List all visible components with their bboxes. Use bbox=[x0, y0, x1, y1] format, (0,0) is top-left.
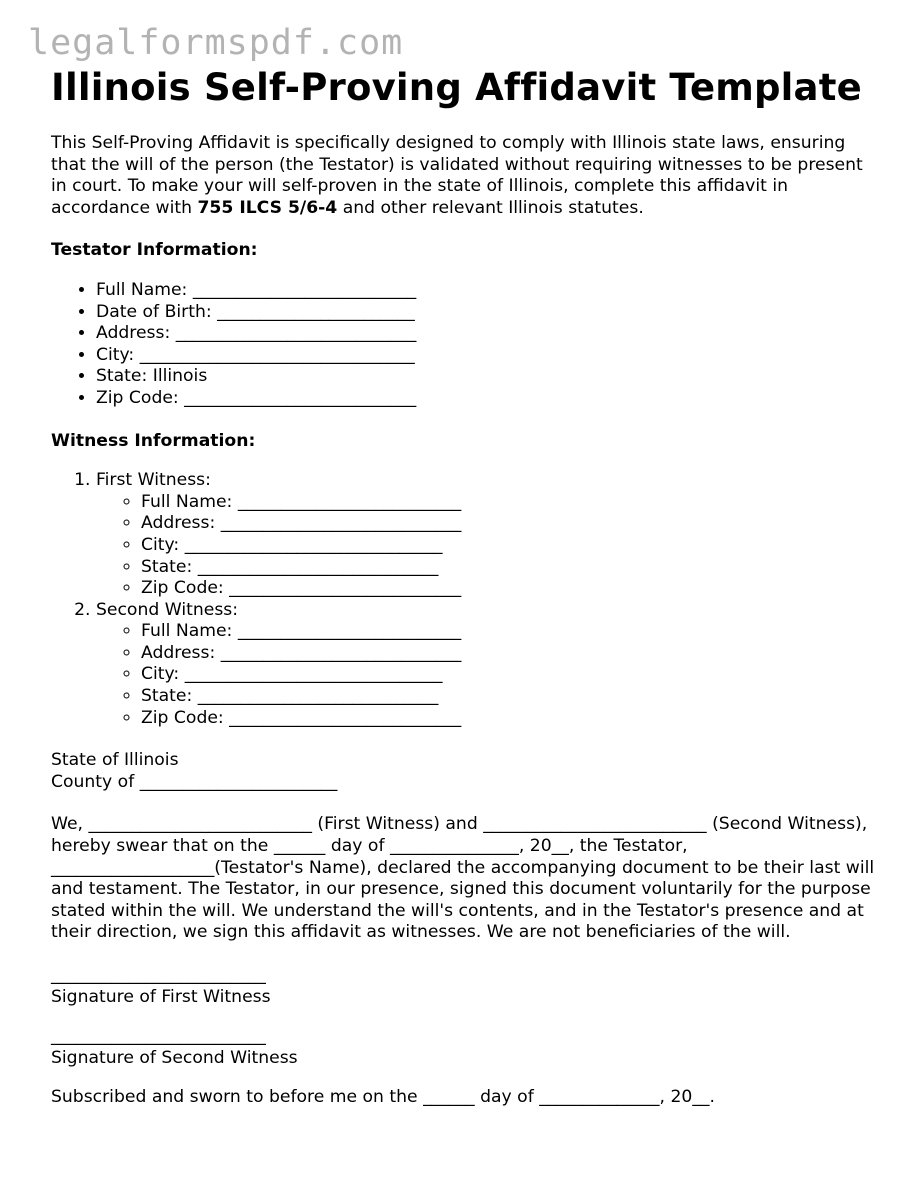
second-witness-item bbox=[96, 600, 881, 730]
first-witness-item bbox=[96, 470, 881, 600]
second-witness-full-name-field: ◦ Full Name: __________________________ bbox=[141, 621, 881, 643]
first-witness-address-field: ◦ Address: ____________________________ bbox=[141, 513, 881, 535]
first-witness-signature bbox=[51, 965, 881, 1008]
first-witness-state-field: ◦ State: ____________________________ bbox=[141, 557, 881, 579]
page-title: Illinois Self-Proving Affidavit Template bbox=[51, 66, 862, 109]
first-witness-label: First Witness: bbox=[96, 470, 211, 491]
testator-full-name-field: • Full Name: __________________________ bbox=[96, 280, 881, 302]
witness-heading: Witness Information: bbox=[51, 430, 256, 451]
signature-line: _________________________ bbox=[51, 965, 266, 985]
second-witness-state-field: ◦ State: ____________________________ bbox=[141, 686, 881, 708]
first-witness-zip-field: ◦ Zip Code: ___________________________ bbox=[141, 578, 881, 600]
testator-dob-field: • Date of Birth: _______________________ bbox=[96, 302, 881, 324]
signature-label: Signature of First Witness bbox=[51, 986, 271, 1007]
venue-county-field: County of _______________________ bbox=[51, 771, 338, 792]
first-witness-full-name-field: ◦ Full Name: __________________________ bbox=[141, 492, 881, 514]
intro-text-before: This Self-Proving Affidavit is specifically designed to comply with Illinois state laws, ensuring that the will of the person (the Testator) is validated without requiring witnesses to be present in court. To make your will self-proven in the state of Illinois, complete this affidavit in accordance with bbox=[51, 133, 863, 218]
second-witness-city-field: ◦ City: ______________________________ bbox=[141, 664, 881, 686]
second-witness-signature bbox=[51, 1026, 881, 1069]
testator-address-field: • Address: ____________________________ bbox=[96, 323, 881, 345]
testator-city-field: • City: ________________________________ bbox=[96, 345, 881, 367]
second-witness-label: Second Witness: bbox=[96, 599, 239, 620]
second-witness-address-field: ◦ Address: ____________________________ bbox=[141, 643, 881, 665]
signature-label: Signature of Second Witness bbox=[51, 1047, 298, 1068]
witness-list bbox=[51, 470, 881, 729]
testator-fields bbox=[51, 280, 881, 410]
testator-heading: Testator Information: bbox=[51, 240, 258, 261]
venue-block bbox=[51, 750, 881, 793]
document-content bbox=[51, 66, 881, 1109]
oath-paragraph: We, __________________________ (First Witness) and __________________________ (Second Witness), hereby swear that on the ______ day of _______________, 20__, the Testator, ___________________(Testator's Name), declared the accompanying document to be their last will and testament. The Testator, in our presence, signed this document voluntarily for the purpose stated within the will. We understand the will's contents, and in the Testator's presence and at their direction, we sign this affidavit as witnesses. We are not beneficiaries of the will. bbox=[51, 814, 875, 943]
second-witness-zip-field: ◦ Zip Code: ___________________________ bbox=[141, 708, 881, 730]
testator-state-field: • State: Illinois bbox=[96, 366, 881, 388]
watermark: legalformspdf.com bbox=[28, 23, 404, 63]
second-witness-fields bbox=[96, 621, 881, 729]
first-witness-fields bbox=[96, 492, 881, 600]
statute-reference: 755 ILCS 5/6-4 bbox=[197, 197, 338, 218]
intro-paragraph bbox=[51, 133, 881, 219]
testator-zip-field: • Zip Code: ___________________________ bbox=[96, 388, 881, 410]
venue-state: State of Illinois bbox=[51, 750, 179, 771]
first-witness-city-field: ◦ City: ______________________________ bbox=[141, 535, 881, 557]
signature-line: _________________________ bbox=[51, 1026, 266, 1047]
closing-statement: Subscribed and sworn to before me on the ______ day of ______________, 20__. bbox=[51, 1087, 715, 1108]
intro-text-after: and other relevant Illinois statutes. bbox=[337, 197, 644, 218]
